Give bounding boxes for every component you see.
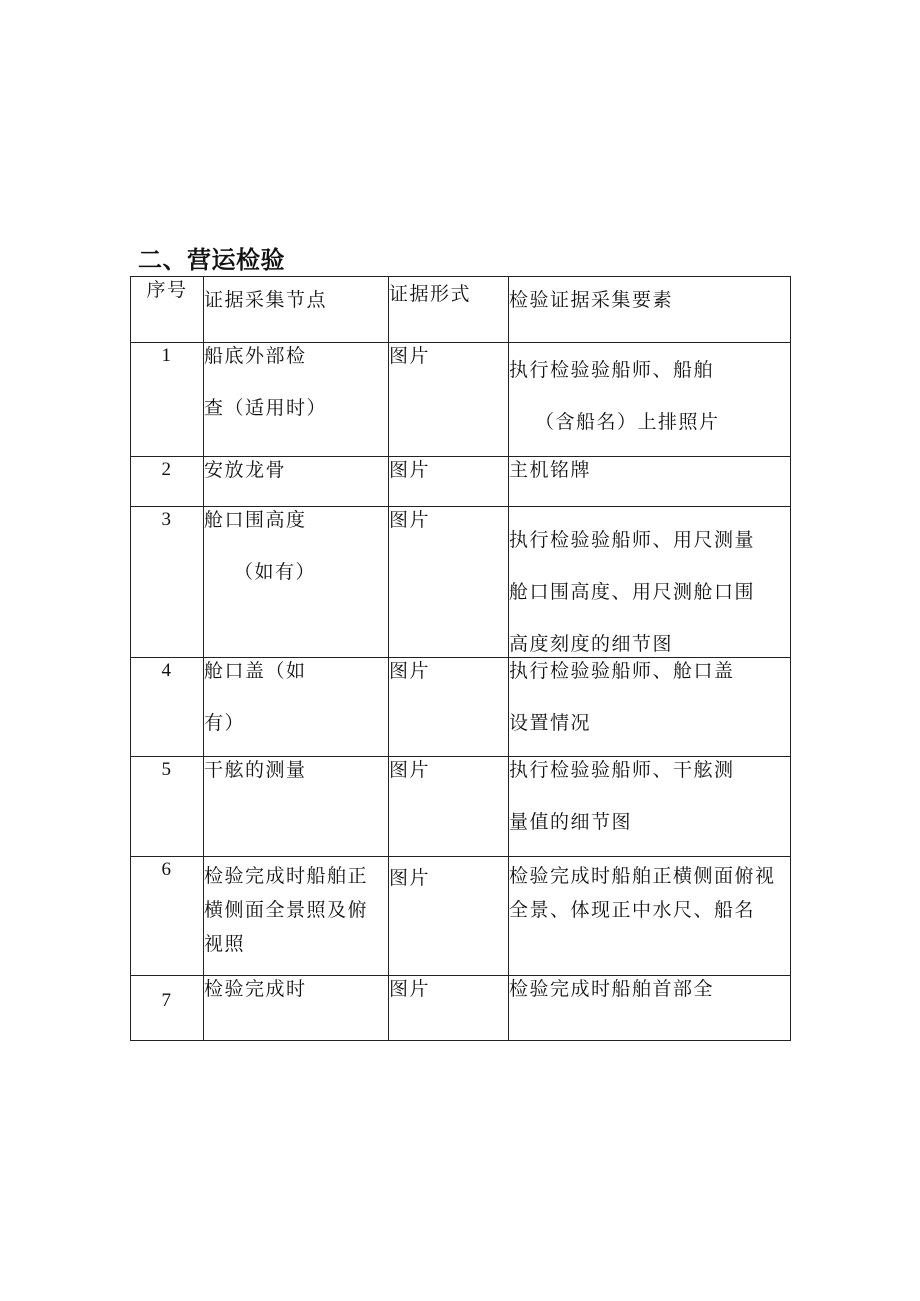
row-elements-line: 主机铭牌 — [509, 459, 592, 481]
row-elements-line: 高度刻度的细节图 — [509, 633, 674, 655]
row-form: 图片 — [389, 507, 509, 658]
table-row — [131, 757, 791, 857]
row-node — [204, 457, 389, 507]
row-index: 4 — [131, 658, 204, 757]
evidence-table — [130, 276, 791, 1041]
header-form: 证据形式 — [389, 277, 509, 343]
row-node-line: 检验完成时船舶正横侧面全景照及俯视照 — [204, 865, 369, 955]
row-index: 1 — [131, 343, 204, 457]
table-row — [131, 507, 791, 658]
row-elements-line: 执行检验验船师、舱口盖 — [509, 660, 735, 682]
row-node-line: （如有） — [234, 561, 317, 583]
row-elements-line: 舱口围高度、用尺测舱口围 — [509, 581, 756, 603]
row-elements-line: 执行检验验船师、用尺测量 — [509, 529, 756, 551]
row-node-line: 舱口围高度 — [204, 509, 307, 531]
section-title: 二、营运检验 — [138, 246, 285, 274]
row-elements — [509, 343, 791, 457]
row-node-line: 舱口盖（如 — [204, 660, 307, 682]
row-elements — [509, 757, 791, 857]
row-elements-line: （含船名）上排照片 — [535, 411, 720, 433]
row-elements-line: 检验完成时船舶正横侧面俯视全景、体现正中水尺、船名 — [509, 865, 776, 921]
table-row — [131, 658, 791, 757]
row-form: 图片 — [389, 757, 509, 857]
row-node — [204, 658, 389, 757]
table-row — [131, 343, 791, 457]
row-elements — [509, 857, 791, 976]
row-form: 图片 — [389, 457, 509, 507]
row-elements-line: 设置情况 — [509, 712, 592, 734]
row-node — [204, 343, 389, 457]
header-node: 证据采集节点 — [204, 277, 389, 343]
row-elements-line: 执行检验验船师、干舷测 — [509, 759, 735, 781]
row-node-line: 船底外部检 — [204, 345, 307, 367]
row-index: 6 — [131, 857, 204, 976]
row-elements — [509, 457, 791, 507]
row-node-line: 安放龙骨 — [204, 459, 287, 481]
row-node-line: 检验完成时 — [204, 978, 307, 1000]
row-elements — [509, 976, 791, 1041]
row-node — [204, 857, 389, 976]
table-row — [131, 976, 791, 1041]
row-node — [204, 976, 389, 1041]
row-form: 图片 — [389, 857, 509, 976]
row-node-line: 有） — [204, 712, 246, 734]
row-index: 3 — [131, 507, 204, 658]
row-node — [204, 507, 389, 658]
row-node-line: 干舷的测量 — [204, 759, 307, 781]
table-header-row — [131, 277, 791, 343]
row-elements — [509, 507, 791, 658]
row-elements-line: 检验完成时船舶首部全 — [509, 978, 715, 1000]
row-index: 5 — [131, 757, 204, 857]
row-elements-line: 执行检验验船师、船舶 — [509, 359, 715, 381]
row-index: 2 — [131, 457, 204, 507]
row-form: 图片 — [389, 976, 509, 1041]
header-elements: 检验证据采集要素 — [509, 277, 791, 343]
row-elements — [509, 658, 791, 757]
row-node-line: 查（适用时） — [204, 397, 328, 419]
table-row — [131, 457, 791, 507]
row-index: 7 — [131, 976, 204, 1041]
header-index: 序号 — [131, 277, 204, 343]
row-form: 图片 — [389, 343, 509, 457]
row-form: 图片 — [389, 658, 509, 757]
row-node — [204, 757, 389, 857]
row-elements-line: 量值的细节图 — [509, 811, 633, 833]
table-row — [131, 857, 791, 976]
